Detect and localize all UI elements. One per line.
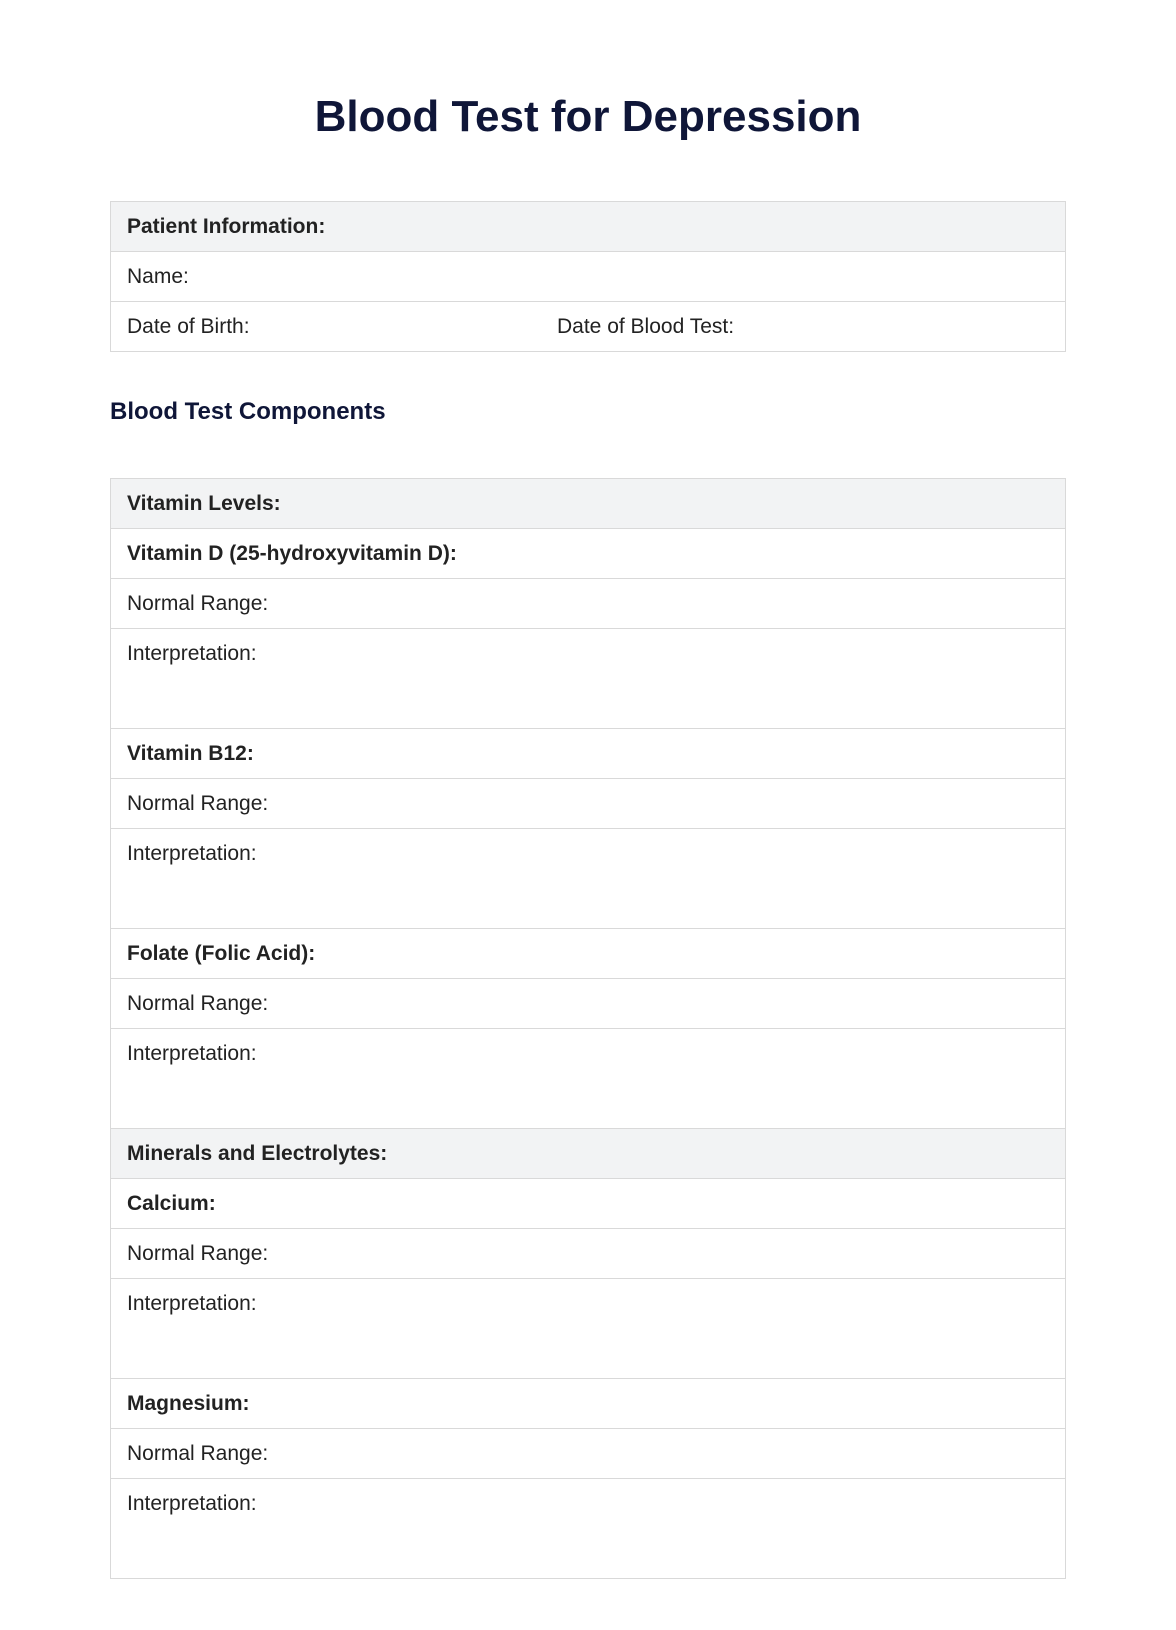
test-name-row: Vitamin B12: [111, 729, 1065, 779]
section-heading: Blood Test Components [110, 398, 386, 425]
interpretation-field[interactable]: Interpretation: [111, 1029, 1065, 1129]
page-title: Blood Test for Depression [314, 92, 862, 141]
interpretation-field[interactable]: Interpretation: [111, 829, 1065, 929]
test-name-row: Magnesium: [111, 1379, 1065, 1429]
interpretation-field[interactable]: Interpretation: [111, 629, 1065, 729]
test-name-row: Calcium: [111, 1179, 1065, 1229]
section-header-row: Minerals and Electrolytes: [111, 1129, 1065, 1179]
test-name-row: Vitamin D (25-hydroxyvitamin D): [111, 529, 1065, 579]
normal-range-field[interactable]: Normal Range: [111, 1229, 1065, 1279]
patient-info-table [110, 201, 1066, 352]
dob-field[interactable]: Date of Birth: [127, 315, 250, 338]
patient-info-header: Patient Information: [111, 202, 1065, 252]
dates-row [111, 302, 1065, 352]
interpretation-field[interactable]: Interpretation: [111, 1279, 1065, 1379]
test-name-row: Folate (Folic Acid): [111, 929, 1065, 979]
normal-range-field[interactable]: Normal Range: [111, 579, 1065, 629]
test-date-field[interactable]: Date of Blood Test: [557, 315, 735, 338]
components-table [110, 478, 1066, 1579]
section-header-row: Vitamin Levels: [111, 479, 1065, 529]
interpretation-field[interactable]: Interpretation: [111, 1479, 1065, 1579]
name-field[interactable] [111, 252, 1065, 302]
normal-range-field[interactable]: Normal Range: [111, 779, 1065, 829]
normal-range-field[interactable]: Normal Range: [111, 1429, 1065, 1479]
normal-range-field[interactable]: Normal Range: [111, 979, 1065, 1029]
name-label: Name: [127, 265, 189, 288]
